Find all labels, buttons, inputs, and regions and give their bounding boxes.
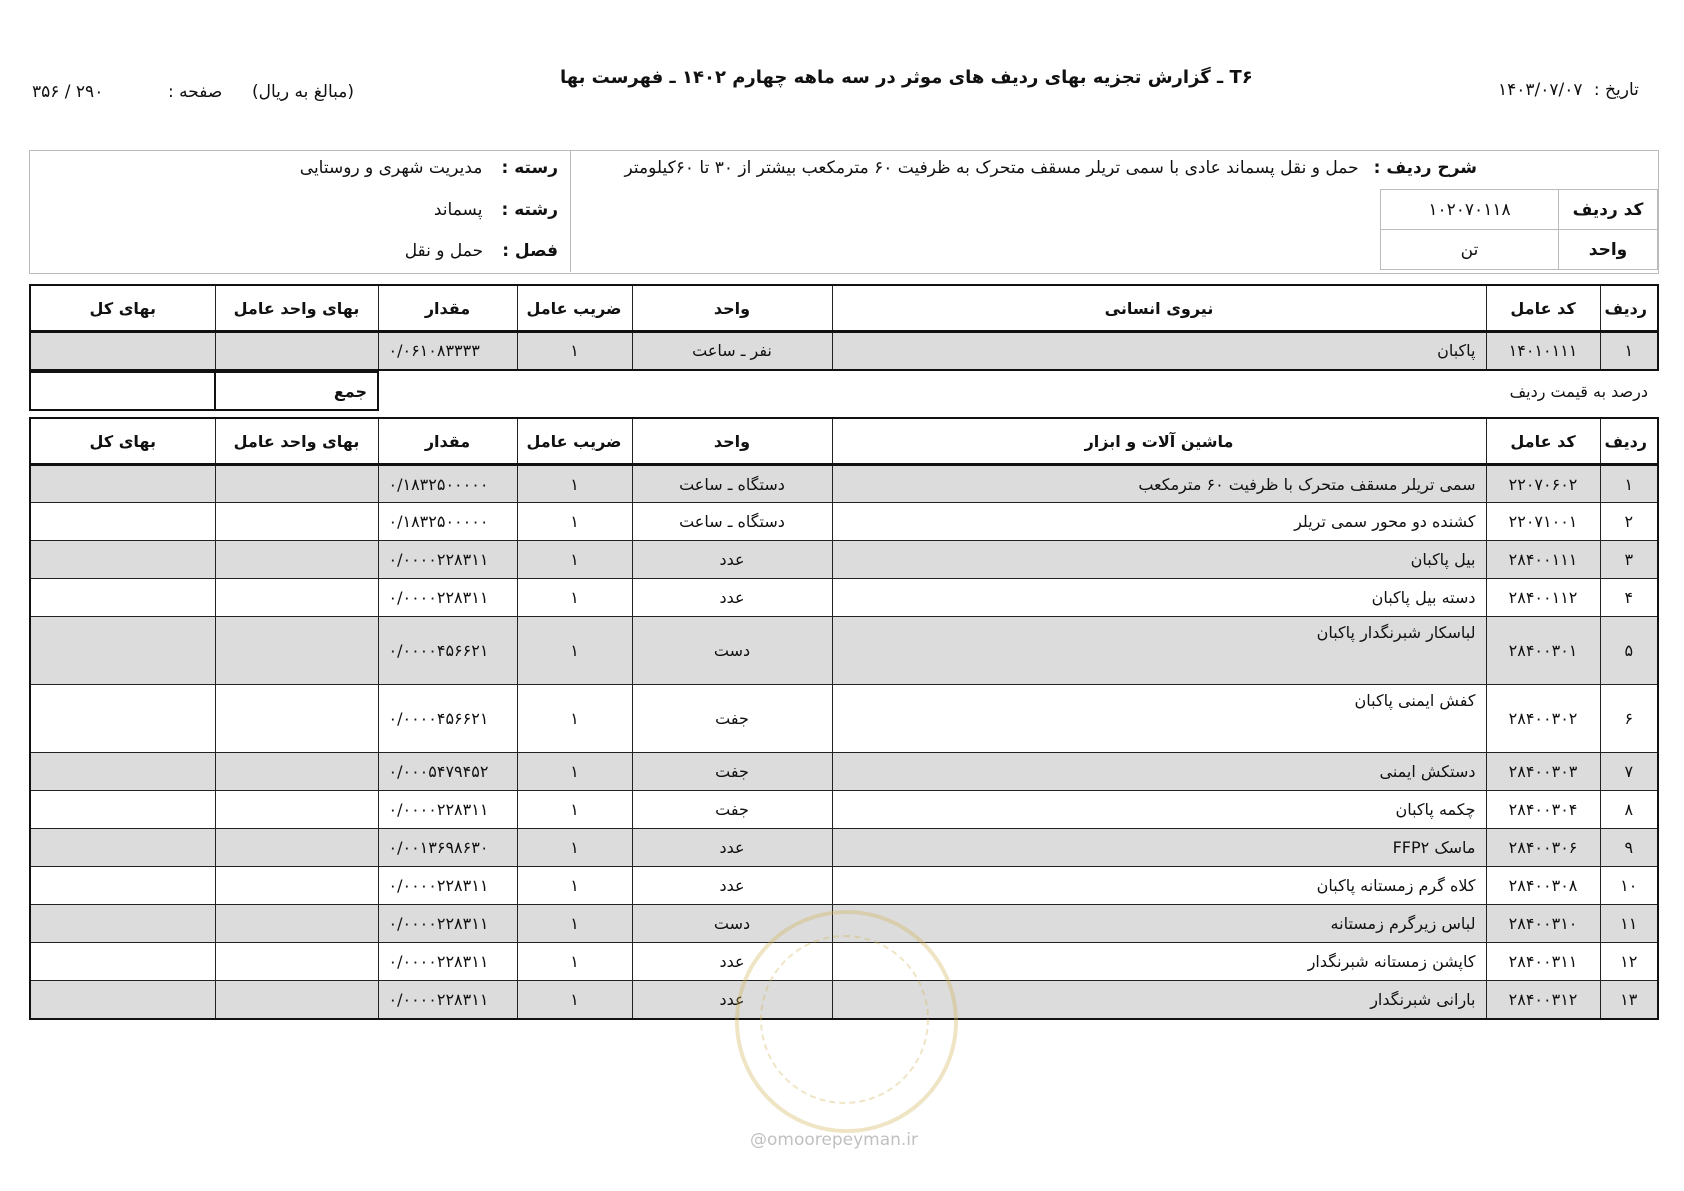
cell-row-no: ۱ [1600, 332, 1658, 370]
cell-total-price [30, 753, 215, 791]
cell-row-no: ۱۰ [1600, 867, 1658, 905]
cell-unit: نفر ـ ساعت [632, 332, 832, 370]
col-header-coefficient: ضریب عامل [517, 418, 632, 465]
item-desc-value: حمل و نقل پسماند عادی با سمی تریلر مسقف متحرک به ظرفیت ۶۰ مترمکعب بیشتر از ۳۰ تا ۶۰کیلومتر [624, 158, 1359, 178]
col-header-total-price: بهای کل [30, 285, 215, 332]
cell-coefficient: ۱ [517, 791, 632, 829]
cell-unit-price [215, 753, 378, 791]
cell-quantity: ۰/۰۰۰۰۲۲۸۳۱۱ [378, 981, 517, 1019]
labor-table [29, 284, 1659, 371]
cell-row-no: ۲ [1600, 503, 1658, 541]
cell-description: پاکبان [832, 332, 1486, 370]
cell-unit: دست [632, 617, 832, 685]
cell-unit-price [215, 829, 378, 867]
table-row [30, 685, 1658, 753]
cell-quantity: ۰/۰۰۰۰۴۵۶۶۲۱ [378, 685, 517, 753]
cell-total-price [30, 943, 215, 981]
item-unit-label: واحد [1559, 230, 1658, 270]
field-label: رشته : [501, 200, 558, 220]
cell-factor-code: ۲۲۰۷۰۶۰۲ [1486, 465, 1600, 503]
item-code-value: ۱۰۲۰۷۰۱۱۸ [1381, 190, 1559, 230]
cell-description: چکمه پاکبان [832, 791, 1486, 829]
cell-unit: جفت [632, 791, 832, 829]
col-header-factor-code: کد عامل [1486, 418, 1600, 465]
cell-coefficient: ۱ [517, 905, 632, 943]
cell-unit: عدد [632, 541, 832, 579]
table-row [30, 579, 1658, 617]
cell-coefficient: ۱ [517, 541, 632, 579]
cell-unit: عدد [632, 943, 832, 981]
cell-row-no: ۹ [1600, 829, 1658, 867]
cell-coefficient: ۱ [517, 617, 632, 685]
cell-unit-price [215, 503, 378, 541]
table-row [30, 465, 1658, 503]
cell-quantity: ۰/۰۰۰۰۲۲۸۳۱۱ [378, 791, 517, 829]
cell-factor-code: ۲۸۴۰۰۱۱۲ [1486, 579, 1600, 617]
cell-unit-price [215, 579, 378, 617]
chapter-row [405, 241, 558, 261]
cell-description: بارانی شبرنگدار [832, 981, 1486, 1019]
date-block [1498, 80, 1639, 100]
col-header-labor: نیروی انسانی [832, 285, 1486, 332]
cell-description: کفش ایمنی پاکبان [832, 685, 1486, 753]
cell-factor-code: ۲۲۰۷۱۰۰۱ [1486, 503, 1600, 541]
cell-quantity: ۰/۰۰۱۳۶۹۸۶۳۰ [378, 829, 517, 867]
cell-description: لباسکار شبرنگدار پاکبان [832, 617, 1486, 685]
field-value: پسماند [433, 200, 483, 220]
col-header-machinery: ماشین آلات و ابزار [832, 418, 1486, 465]
cell-unit: عدد [632, 867, 832, 905]
cell-coefficient: ۱ [517, 503, 632, 541]
cell-unit: دستگاه ـ ساعت [632, 503, 832, 541]
cell-coefficient: ۱ [517, 943, 632, 981]
report-title: T۶ ـ گزارش تجزیه بهای ردیف های موثر در سه ماهه چهارم ۱۴۰۲ ـ فهرست بها [560, 67, 1253, 88]
item-unit-value: تن [1381, 230, 1559, 270]
cell-unit-price [215, 791, 378, 829]
page-label: صفحه : [168, 82, 223, 102]
cell-factor-code: ۲۸۴۰۰۱۱۱ [1486, 541, 1600, 579]
cell-row-no: ۱۳ [1600, 981, 1658, 1019]
cell-coefficient: ۱ [517, 867, 632, 905]
table-row [30, 332, 1658, 370]
item-desc-label: شرح ردیف : [1373, 158, 1477, 178]
watermark-site: @omoorepeyman.ir [750, 1130, 919, 1150]
cell-total-price [30, 867, 215, 905]
cell-total-price [30, 981, 215, 1019]
cell-coefficient: ۱ [517, 685, 632, 753]
cell-unit: دستگاه ـ ساعت [632, 465, 832, 503]
cell-description: دستکش ایمنی [832, 753, 1486, 791]
cell-quantity: ۰/۰۰۰۰۲۲۸۳۱۱ [378, 541, 517, 579]
cell-unit-price [215, 332, 378, 370]
cell-row-no: ۸ [1600, 791, 1658, 829]
cell-total-price [30, 617, 215, 685]
cell-total-price [30, 829, 215, 867]
item-code-label: کد ردیف [1559, 190, 1658, 230]
item-description [625, 158, 1478, 178]
cell-unit: عدد [632, 829, 832, 867]
summary-percent-label: درصد به قیمت ردیف [378, 372, 1658, 410]
col-header-factor-code: کد عامل [1486, 285, 1600, 332]
col-header-quantity: مقدار [378, 285, 517, 332]
table-row [30, 829, 1658, 867]
currency-note: (مبالغ به ریال) [252, 82, 355, 102]
col-header-unit: واحد [632, 418, 832, 465]
cell-total-price [30, 332, 215, 370]
cell-row-no: ۱۲ [1600, 943, 1658, 981]
cell-factor-code: ۲۸۴۰۰۳۰۸ [1486, 867, 1600, 905]
cell-coefficient: ۱ [517, 829, 632, 867]
cell-factor-code: ۲۸۴۰۰۳۰۶ [1486, 829, 1600, 867]
category-value: مدیریت شهری و روستایی [299, 158, 483, 178]
cell-total-price [30, 503, 215, 541]
labor-header-row [30, 285, 1658, 332]
col-header-unit-price: بهای واحد عامل [215, 285, 378, 332]
cell-quantity: ۰/۰۰۰۰۲۲۸۳۱۱ [378, 867, 517, 905]
cell-row-no: ۱ [1600, 465, 1658, 503]
cell-total-price [30, 579, 215, 617]
cell-coefficient: ۱ [517, 332, 632, 370]
table-row [30, 503, 1658, 541]
cell-unit: جفت [632, 753, 832, 791]
cell-coefficient: ۱ [517, 465, 632, 503]
cell-factor-code: ۲۸۴۰۰۳۰۲ [1486, 685, 1600, 753]
cell-coefficient: ۱ [517, 579, 632, 617]
cell-quantity: ۰/۰۰۰۵۴۷۹۴۵۲ [378, 753, 517, 791]
col-header-quantity: مقدار [378, 418, 517, 465]
cell-factor-code: ۲۸۴۰۰۳۰۳ [1486, 753, 1600, 791]
table-row [30, 867, 1658, 905]
cell-total-price [30, 685, 215, 753]
page-number: ۳۵۶ / ۲۹۰ [32, 82, 104, 102]
table-row [30, 541, 1658, 579]
cell-unit-price [215, 905, 378, 943]
cell-factor-code: ۲۸۴۰۰۳۱۰ [1486, 905, 1600, 943]
cell-description: بیل پاکبان [832, 541, 1486, 579]
date-value: ۱۴۰۳/۰۷/۰۷ [1498, 80, 1583, 100]
cell-unit-price [215, 465, 378, 503]
labor-summary [29, 371, 1658, 411]
cell-quantity: ۰/۰۰۰۰۲۲۸۳۱۱ [378, 579, 517, 617]
cell-factor-code: ۲۸۴۰۰۳۱۱ [1486, 943, 1600, 981]
cell-unit: عدد [632, 579, 832, 617]
watermark-ring-icon [760, 935, 929, 1104]
cell-factor-code: ۲۸۴۰۰۳۰۱ [1486, 617, 1600, 685]
cell-description: دسته بیل پاکبان [832, 579, 1486, 617]
table-row [30, 791, 1658, 829]
code-unit-table [1380, 189, 1658, 270]
cell-coefficient: ۱ [517, 981, 632, 1019]
cell-quantity: ۰/۱۸۳۲۵۰۰۰۰۰ [378, 465, 517, 503]
cell-total-price [30, 791, 215, 829]
col-header-coefficient: ضریب عامل [517, 285, 632, 332]
cell-description: سمی تریلر مسقف متحرک با ظرفیت ۶۰ مترمکعب [832, 465, 1486, 503]
cell-description: کلاه گرم زمستانه پاکبان [832, 867, 1486, 905]
info-divider [570, 150, 571, 272]
cell-unit-price [215, 541, 378, 579]
col-header-unit-price: بهای واحد عامل [215, 418, 378, 465]
cell-description: کشنده دو محور سمی تریلر [832, 503, 1486, 541]
machinery-header-row [30, 418, 1658, 465]
cell-unit: دست [632, 905, 832, 943]
date-label: تاریخ : [1593, 80, 1639, 100]
chapter-label: فصل : [502, 241, 558, 261]
summary-sum-value [30, 372, 215, 410]
cell-row-no: ۱۱ [1600, 905, 1658, 943]
category-row [300, 158, 558, 178]
cell-quantity: ۰/۱۸۳۲۵۰۰۰۰۰ [378, 503, 517, 541]
cell-row-no: ۶ [1600, 685, 1658, 753]
cell-unit-price [215, 943, 378, 981]
cell-unit-price [215, 981, 378, 1019]
cell-unit: عدد [632, 981, 832, 1019]
table-row [30, 617, 1658, 685]
col-header-row-no: ردیف [1600, 285, 1658, 332]
col-header-row-no: ردیف [1600, 418, 1658, 465]
cell-quantity: ۰/۰۰۰۰۲۲۸۳۱۱ [378, 905, 517, 943]
summary-sum-label: جمع [215, 372, 378, 410]
cell-unit-price [215, 867, 378, 905]
cell-total-price [30, 465, 215, 503]
cell-quantity: ۰/۰۰۰۰۴۵۶۶۲۱ [378, 617, 517, 685]
table-row [30, 753, 1658, 791]
cell-description: ماسک FFP۲ [832, 829, 1486, 867]
field-row [434, 200, 558, 220]
cell-row-no: ۷ [1600, 753, 1658, 791]
chapter-value: حمل و نقل [404, 241, 484, 261]
cell-row-no: ۵ [1600, 617, 1658, 685]
col-header-unit: واحد [632, 285, 832, 332]
cell-row-no: ۳ [1600, 541, 1658, 579]
cell-coefficient: ۱ [517, 753, 632, 791]
cell-total-price [30, 541, 215, 579]
cell-description: کاپشن زمستانه شبرنگدار [832, 943, 1486, 981]
cell-factor-code: ۲۸۴۰۰۳۱۲ [1486, 981, 1600, 1019]
cell-unit: جفت [632, 685, 832, 753]
cell-factor-code: ۲۸۴۰۰۳۰۴ [1486, 791, 1600, 829]
cell-unit-price [215, 617, 378, 685]
cell-unit-price [215, 685, 378, 753]
cell-quantity: ۰/۰۶۱۰۸۳۳۳۳ [378, 332, 517, 370]
cell-description: لباس زیرگرم زمستانه [832, 905, 1486, 943]
cell-quantity: ۰/۰۰۰۰۲۲۸۳۱۱ [378, 943, 517, 981]
col-header-total-price: بهای کل [30, 418, 215, 465]
cell-row-no: ۴ [1600, 579, 1658, 617]
cell-total-price [30, 905, 215, 943]
cell-factor-code: ۱۴۰۱۰۱۱۱ [1486, 332, 1600, 370]
category-label: رسته : [501, 158, 558, 178]
